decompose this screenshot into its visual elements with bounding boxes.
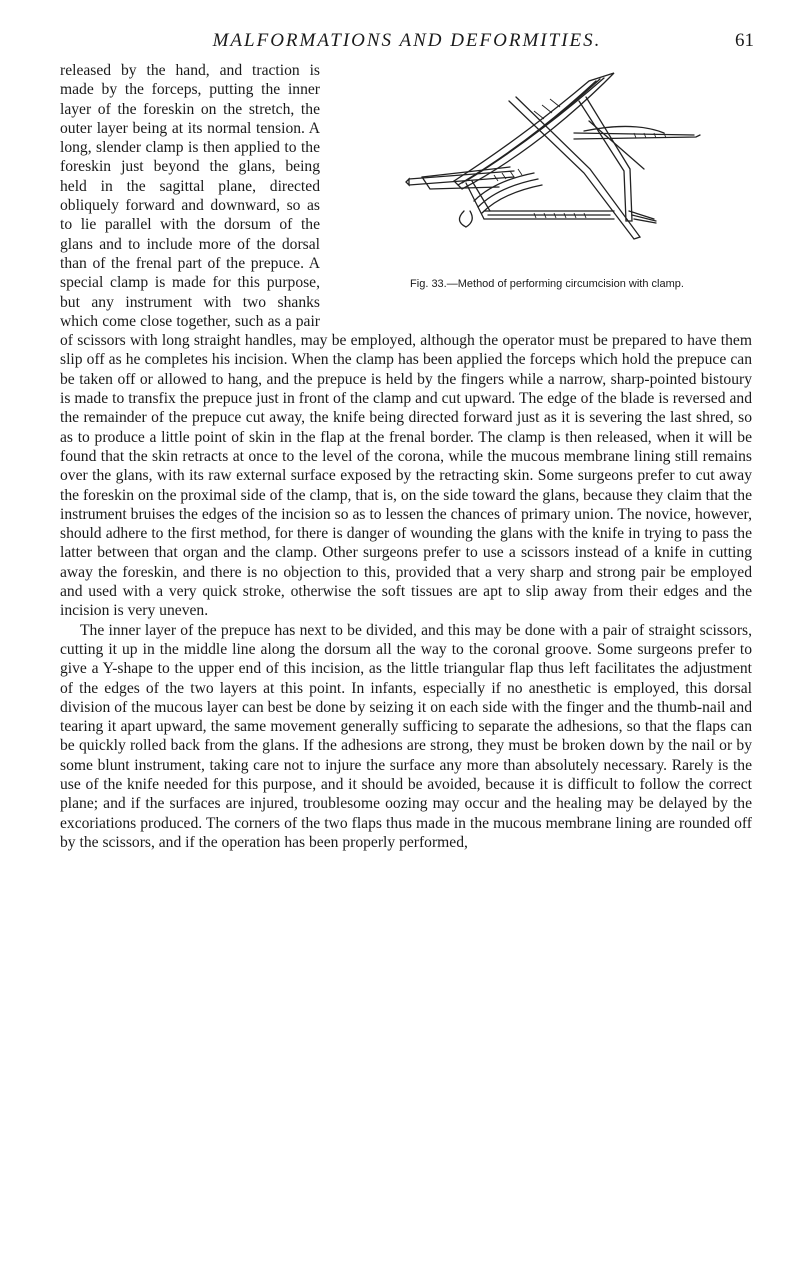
- page-number: 61: [735, 30, 754, 51]
- page-header: [60, 30, 754, 54]
- body-text: [60, 61, 752, 852]
- clamp-illustration: [334, 61, 752, 276]
- figure-caption: Fig. 33.—Method of performing circumcision with clamp.: [410, 278, 684, 290]
- running-title: MALFORMATIONS AND DEFORMITIES.: [212, 30, 602, 51]
- paragraph-1: released by the hand, and traction is made by the forceps, putting the inner layer of the foreskin on the stretch, the outer layer being at its normal tension. A long, slender clamp is then applied to the foreskin just beyond the glans, being held in the sagittal plane, directed obliquely forward and downward, so as to lie parallel with the dorsum of the glans and to include more of the dorsal than of the frenal part of the prepuce. A special clamp is made for this purpose, but any instrument with two shanks which come close together, such as a pair of scissors with long straight handles, may be employed, although the operator must be prepared to have them slip off as he completes his incision. When the clamp has been applied the forceps which hold the prepuce can be taken off or allowed to hang, and the prepuce is held by the fingers while a narrow, sharp-pointed bistoury is made to transfix the prepuce just in front of the clamp and cut upward. The edge of the blade is reversed and the remainder of the prepuce cut away, the knife being directed forward just as it is severing the last shred, so as to produce a little point of skin in the flap at the frenal border. The clamp is then released, when it will be found that the skin retracts at once to the level of the corona, while the mucous membrane lining still remains over the glans, with its raw external surface exposed by the retracting skin. Some surgeons prefer to cut away the foreskin on the proximal side of the clamp, that is, on the side toward the glans, because they claim that the instrument bruises the edges of the incision so as to lessen the chances of primary union. The novice, however, should adhere to the first method, for there is danger of wounding the glans with the knife in trying to pass the latter between that organ and the clamp. Other surgeons prefer to use a scissors instead of a knife in cutting away the foreskin, and there is no objection to this, provided that a very sharp and strong pair be employed and used with a very quick stroke, otherwise the soft tissues are apt to slip away from their edges and the incision is very uneven.: [60, 62, 752, 620]
- paragraph-2: The inner layer of the prepuce has next to be divided, and this may be done with a pair of straight scissors, cutting it up in the middle line along the dorsum all the way to the coronal groove. Some surgeons prefer to give a Y-shape to the upper end of this incision, as the little triangular flap thus left facilitates the adjustment of the edges of the two layers at this point. In infants, especially if no anesthetic is employed, this dorsal division of the mucous layer can best be done by seizing it on each side with the finger and the thumb-nail and tearing it apart upward, the same movement generally sufficing to separate the adhesions, so that the flaps can be quickly rolled back from the glans. If the adhesions are strong, they must be broken down by the nail or by some blunt instrument, taking care not to injure the surface any more than absolutely necessary. Rarely is the use of the knife needed for this purpose, and it should be avoided, because it is difficult to follow the correct plane; and if the surfaces are injured, troublesome oozing may occur and the healing may be delayed by the excoriations produced. The corners of the two flaps thus made in the mucous membrane lining are rounded off by the scissors, and if the operation has been properly performed,: [60, 621, 752, 851]
- figure-33: [334, 61, 752, 317]
